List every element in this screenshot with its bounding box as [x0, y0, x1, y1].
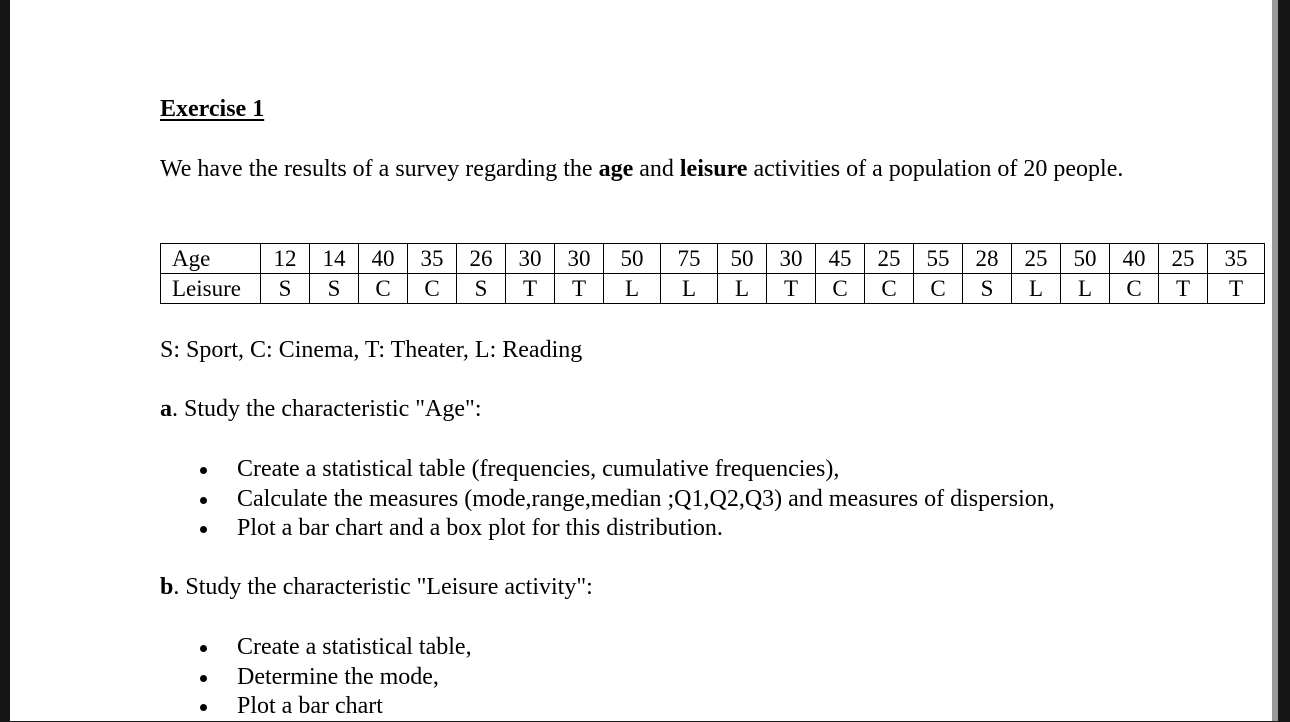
leisure-cell: S — [457, 274, 506, 304]
leisure-cell: C — [359, 274, 408, 304]
intro-bold-age: age — [598, 156, 634, 182]
leisure-cell: S — [963, 274, 1012, 304]
list-item — [200, 455, 1055, 485]
part-b-list — [200, 633, 472, 722]
leisure-row-header: Leisure — [161, 274, 261, 304]
leisure-cell: T — [1159, 274, 1208, 304]
leisure-cell: L — [1012, 274, 1061, 304]
list-item-text: Plot a bar chart — [237, 693, 383, 719]
age-row-header: Age — [161, 244, 261, 274]
survey-table — [160, 243, 1265, 304]
leisure-cell: T — [506, 274, 555, 304]
age-cell: 45 — [816, 244, 865, 274]
leisure-cell: C — [914, 274, 963, 304]
age-cell: 30 — [506, 244, 555, 274]
list-item — [200, 485, 1055, 515]
leisure-cell: C — [865, 274, 914, 304]
age-cell: 40 — [359, 244, 408, 274]
list-item — [200, 663, 472, 693]
bullet-icon — [200, 526, 207, 533]
age-cell: 35 — [1208, 244, 1265, 274]
age-cell: 55 — [914, 244, 963, 274]
part-a-text: . Study the characteristic "Age": — [172, 396, 482, 422]
list-item-text: Determine the mode, — [237, 663, 439, 690]
part-b-letter: b — [160, 574, 174, 600]
age-cell: 30 — [555, 244, 604, 274]
age-cell: 50 — [718, 244, 767, 274]
intro-text-3: activities of a population of 20 people. — [747, 156, 1124, 182]
part-a-list — [200, 455, 1055, 544]
bullet-icon — [200, 675, 207, 682]
bullet-icon — [200, 704, 207, 711]
leisure-cell: L — [661, 274, 718, 304]
age-row — [161, 244, 1265, 274]
part-a-heading — [160, 396, 482, 423]
exercise-title: Exercise 1 — [160, 96, 265, 122]
leisure-cell: C — [1110, 274, 1159, 304]
intro-text-1: We have the results of a survey regarding the — [160, 156, 599, 182]
age-cell: 50 — [604, 244, 661, 274]
bullet-icon — [200, 467, 207, 474]
legend-text: S: Sport, C: Cinema, T: Theater, L: Reading — [160, 337, 583, 363]
age-cell: 40 — [1110, 244, 1159, 274]
leisure-cell: S — [310, 274, 359, 304]
page-edge-shadow — [1272, 0, 1278, 721]
leisure-cell: T — [1208, 274, 1265, 304]
age-cell: 35 — [408, 244, 457, 274]
leisure-cell: T — [767, 274, 816, 304]
list-item-text: Calculate the measures (mode,range,median ;Q1,Q2,Q3) and measures of dispersion, — [237, 485, 1055, 512]
age-cell: 25 — [1012, 244, 1061, 274]
leisure-row — [161, 274, 1265, 304]
list-item-text: Create a statistical table (frequencies, cumulative frequencies), — [237, 456, 840, 482]
document-page — [10, 0, 1272, 721]
list-item — [200, 514, 1055, 544]
intro-paragraph — [160, 155, 1160, 184]
leisure-cell: L — [1061, 274, 1110, 304]
bullet-icon — [200, 497, 207, 504]
leisure-cell: L — [718, 274, 767, 304]
leisure-cell: C — [408, 274, 457, 304]
leisure-cell: S — [261, 274, 310, 304]
part-b-text: . Study the characteristic "Leisure activity": — [173, 574, 593, 600]
age-cell: 28 — [963, 244, 1012, 274]
age-cell: 75 — [661, 244, 718, 274]
part-a-letter: a — [160, 396, 172, 422]
part-b-heading — [160, 574, 593, 601]
list-item-text: Plot a bar chart and a box plot for this distribution. — [237, 515, 723, 541]
leisure-cell: T — [555, 274, 604, 304]
list-item — [200, 692, 472, 722]
age-cell: 50 — [1061, 244, 1110, 274]
intro-text-2: and — [633, 156, 680, 182]
age-cell: 30 — [767, 244, 816, 274]
age-cell: 26 — [457, 244, 506, 274]
leisure-cell: C — [816, 274, 865, 304]
age-cell: 14 — [310, 244, 359, 274]
list-item — [200, 633, 472, 663]
leisure-cell: L — [604, 274, 661, 304]
list-item-text: Create a statistical table, — [237, 634, 472, 660]
intro-bold-leisure: leisure — [679, 156, 748, 182]
bullet-icon — [200, 645, 207, 652]
age-cell: 25 — [1159, 244, 1208, 274]
age-cell: 12 — [261, 244, 310, 274]
age-cell: 25 — [865, 244, 914, 274]
